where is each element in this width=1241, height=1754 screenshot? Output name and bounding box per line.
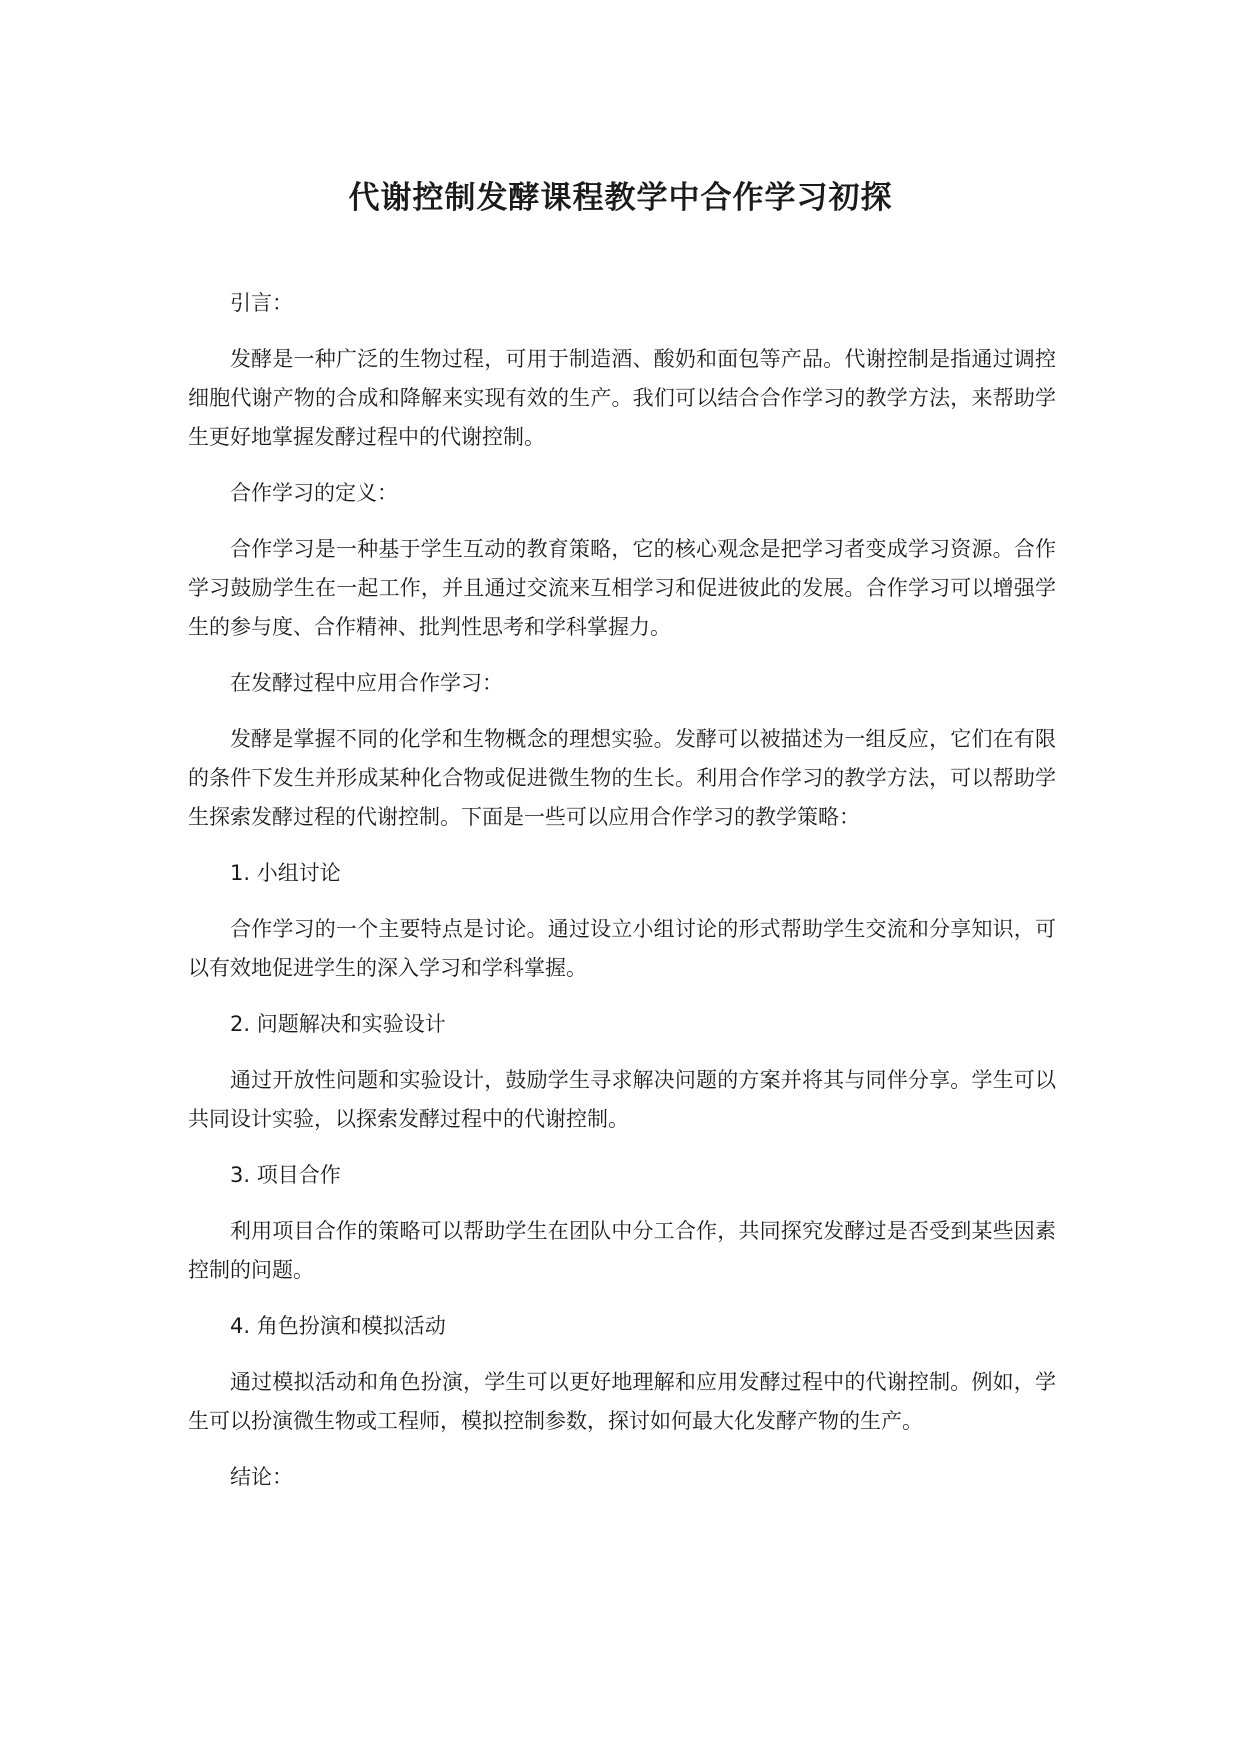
heading-conclusion: 结论： — [230, 1465, 293, 1489]
document-body — [188, 284, 1056, 1497]
list-item-heading: 3. 项目合作 — [230, 1163, 341, 1187]
paragraph-application: 发酵是掌握不同的化学和生物概念的理想实验。发酵可以被描述为一组反应，它们在有限的条件下发生并形成某种化合物或促进微生物的生长。利用合作学习的教学方法，可以帮助学生探索发酵过程的代谢控制。下面是一些可以应用合作学习的教学策略： — [188, 727, 1056, 829]
list-item-heading: 2. 问题解决和实验设计 — [230, 1012, 446, 1036]
list-item-heading: 4. 角色扮演和模拟活动 — [230, 1314, 446, 1338]
list-item-body: 通过模拟活动和角色扮演，学生可以更好地理解和应用发酵过程中的代谢控制。例如，学生可以扮演微生物或工程师，模拟控制参数，探讨如何最大化发酵产物的生产。 — [188, 1370, 1056, 1433]
heading-application: 在发酵过程中应用合作学习： — [230, 671, 503, 695]
list-item-body: 合作学习的一个主要特点是讨论。通过设立小组讨论的形式帮助学生交流和分享知识，可以有效地促进学生的深入学习和学科掌握。 — [188, 917, 1056, 980]
heading-introduction: 引言： — [230, 291, 293, 315]
paragraph-introduction: 发酵是一种广泛的生物过程，可用于制造酒、酸奶和面包等产品。代谢控制是指通过调控细胞代谢产物的合成和降解来实现有效的生产。我们可以结合合作学习的教学方法，来帮助学生更好地掌握发酵过程中的代谢控制。 — [188, 347, 1056, 449]
list-item-body: 通过开放性问题和实验设计，鼓励学生寻求解决问题的方案并将其与同伴分享。学生可以共同设计实验，以探索发酵过程中的代谢控制。 — [188, 1068, 1056, 1131]
list-item-body: 利用项目合作的策略可以帮助学生在团队中分工合作，共同探究发酵过是否受到某些因素控制的问题。 — [188, 1219, 1056, 1282]
heading-definition: 合作学习的定义： — [230, 481, 398, 505]
paragraph-definition: 合作学习是一种基于学生互动的教育策略，它的核心观念是把学习者变成学习资源。合作学习鼓励学生在一起工作，并且通过交流来互相学习和促进彼此的发展。合作学习可以增强学生的参与度、合作精神、批判性思考和学科掌握力。 — [188, 537, 1056, 639]
list-item-heading: 1. 小组讨论 — [230, 861, 341, 885]
document-title: 代谢控制发酵课程教学中合作学习初探 — [348, 180, 893, 216]
